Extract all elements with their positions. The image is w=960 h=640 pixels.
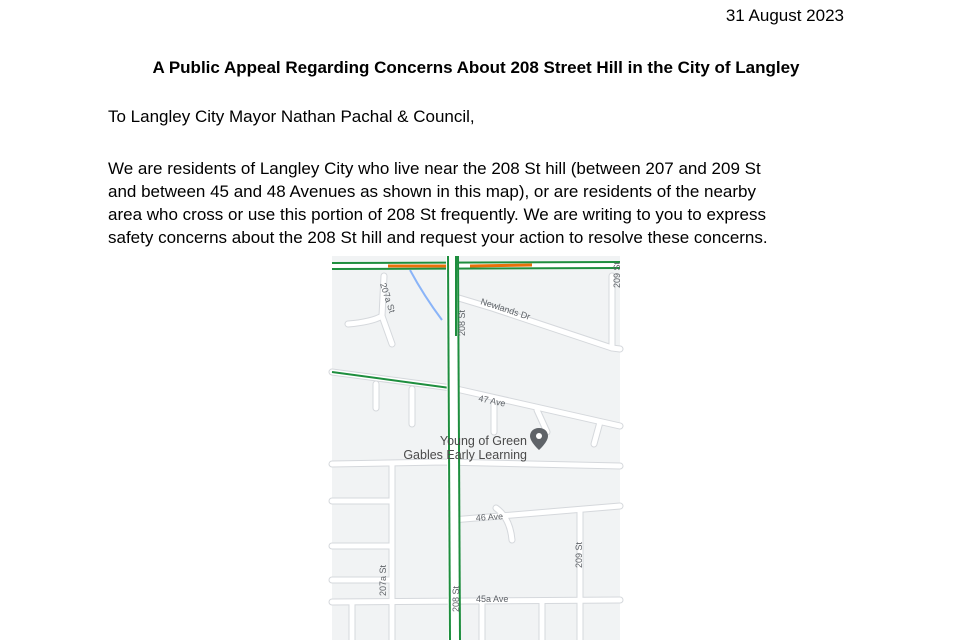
map-image — [332, 256, 620, 640]
street-label-46-ave: 46 Ave — [475, 511, 504, 523]
street-label-207a-st-top: 207a St — [378, 281, 398, 315]
street-label-209-st-top: 209 St — [612, 261, 622, 288]
body-line: area who cross or use this portion of 208 St frequently. We are writing to you to express — [108, 205, 766, 224]
letter-salutation: To Langley City Mayor Nathan Pachal & Council, — [108, 107, 475, 126]
street-label-47-ave: 47 Ave — [477, 393, 507, 409]
body-line: and between 45 and 48 Avenues as shown in this map), or are residents of the nearby — [108, 182, 756, 201]
street-label-newlands-dr: Newlands Dr — [479, 296, 532, 322]
body-line: We are residents of Langley City who live near the 208 St hill (between 207 and 209 St — [108, 159, 761, 178]
street-label-209-st-bottom: 209 St — [574, 541, 584, 568]
map-svg — [332, 256, 620, 640]
letter-date: 31 August 2023 — [725, 6, 844, 25]
letter-title: A Public Appeal Regarding Concerns About 208 Street Hill in the City of Langley — [152, 58, 800, 77]
street-label-208-st-bottom: 208 St — [451, 585, 461, 612]
poi-label-line2: Gables Early Learning — [403, 448, 527, 462]
body-line: safety concerns about the 208 St hill and request your action to resolve these concerns. — [108, 228, 768, 247]
street-label-207a-st-bottom: 207a St — [378, 564, 388, 596]
street-label-208-st-top: 208 St — [457, 309, 467, 336]
street-label-45a-ave: 45a Ave — [476, 594, 509, 604]
poi-label-line1: Young of Green — [439, 434, 527, 448]
letter-body — [108, 157, 848, 249]
